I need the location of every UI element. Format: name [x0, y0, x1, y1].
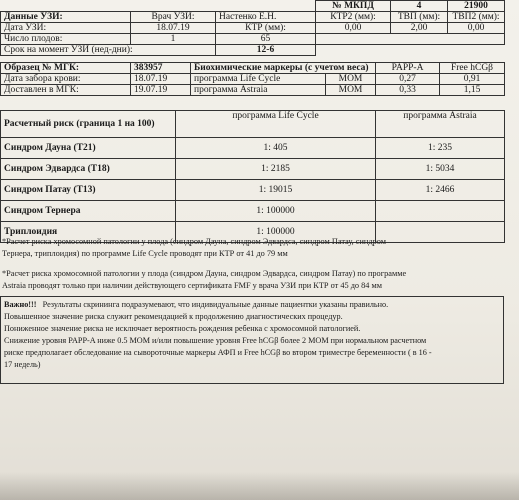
footnote-line: *Расчет риска хромосомной патологии у плода (синдром Дауна, синдром Эдвардса, синдром Патау) по программе: [2, 269, 407, 278]
lc-pappa-value: 0,27: [376, 74, 440, 85]
astraia-mom-label: MOM: [326, 85, 376, 96]
notice-line: [4, 299, 500, 311]
ktr2-label: КТР2 (мм):: [316, 12, 391, 23]
fetus-count: 1: [131, 34, 216, 45]
risk-lc-triploidy: 1: 100000: [176, 222, 376, 243]
sample-number-label: Образец № МГК:: [1, 63, 131, 74]
hcg-header: Free hCGβ: [440, 63, 505, 74]
notice-line: 17 недель): [4, 360, 41, 369]
risk-lc-t21: 1: 405: [176, 138, 376, 159]
tvp-value: 2,00: [391, 23, 448, 34]
gestation-term: 12-6: [216, 45, 316, 56]
important-label: Важно!!!: [4, 300, 37, 309]
fetus-count-label: Число плодов:: [1, 34, 131, 45]
risk-astraia-t21: 1: 235: [376, 138, 505, 159]
notice-line: Пониженное значение риска не исключает вероятность рождения ребенка с хромосомной патологией.: [4, 324, 361, 333]
risk-header-label: Расчетный риск (граница 1 на 100): [1, 111, 176, 138]
lifecycle-footnote: [2, 236, 502, 260]
table-row: [1, 180, 505, 201]
risk-lc-t18: 1: 2185: [176, 159, 376, 180]
risk-label-t21: Синдром Дауна (T21): [1, 138, 176, 159]
blood-date-label: Дата забора крови:: [1, 74, 131, 85]
tvp2-value: 0,00: [448, 23, 505, 34]
mkpd-value-4: 4: [391, 1, 448, 12]
risk-label-triploidy: Триплоидия: [1, 222, 176, 243]
important-notice-box: [0, 296, 504, 384]
risk-header-lifecycle: программа Life Cycle: [176, 111, 376, 138]
mkpd-label: № МКПД: [316, 1, 391, 12]
blood-date: 18.07.19: [131, 74, 191, 85]
tvp-label: ТВП (мм):: [391, 12, 448, 23]
table-row: [1, 201, 505, 222]
astraia-pappa-value: 0,33: [376, 85, 440, 96]
doctor-label: Врач УЗИ:: [131, 12, 216, 23]
risk-astraia-t18: 1: 5034: [376, 159, 505, 180]
risk-label-t18: Синдром Эдвардса (T18): [1, 159, 176, 180]
astraia-program-label: программа Astraia: [191, 85, 326, 96]
footnote-line: Тернера, триплоидия) по программе Life Cycle проводят при КТР от 41 до 79 мм: [2, 249, 288, 258]
table-row: [1, 159, 505, 180]
risk-lc-t13: 1: 19015: [176, 180, 376, 201]
lc-hcg-value: 0,91: [440, 74, 505, 85]
risk-table: [0, 110, 505, 243]
risk-label-turner: Синдром Тернера: [1, 201, 176, 222]
table-row: [1, 138, 505, 159]
ultrasound-date: 18.07.19: [131, 23, 216, 34]
lc-mom-label: MOM: [326, 74, 376, 85]
footnote-line: Astraia проводят только при наличии действующего сертификата FMF у врача УЗИ при КТР от 45 до 84 мм: [2, 281, 383, 290]
risk-label-t13: Синдром Патау (T13): [1, 180, 176, 201]
risk-astraia-turner: [376, 201, 505, 222]
ktr2-value: 0,00: [316, 23, 391, 34]
delivered-date: 19.07.19: [131, 85, 191, 96]
lc-program-label: программа Life Cycle: [191, 74, 326, 85]
notice-text: Результаты скрининга подразумевают, что индивидуальные данные пациентки указаны правильно.: [42, 300, 389, 309]
astraia-hcg-value: 1,15: [440, 85, 505, 96]
gestation-term-label: Срок на момент УЗИ (нед-дни):: [1, 45, 216, 56]
sample-number: 383957: [131, 63, 191, 74]
notice-line: Повышенное значение риска служит рекомендацией к продолжению диагностических процедур.: [4, 312, 343, 321]
pappa-header: PAPP-A: [376, 63, 440, 74]
risk-header-astraia: программа Astraia: [376, 111, 505, 138]
tvp2-label: ТВП2 (мм):: [448, 12, 505, 23]
doctor-name: Настенко Е.Н.: [216, 12, 316, 23]
footnote-line: *Расчет риска хромосомной патологии у плода (синдром Дауна, синдром Эдвардса, синдром Патау, синдром: [2, 237, 386, 246]
delivered-label: Доставлен в МГК:: [1, 85, 131, 96]
risk-lc-turner: 1: 100000: [176, 201, 376, 222]
notice-line: риске предполагает обследование на сывороточные маркеры АФП и Free hCGβ во втором триместре беременности ( в 16 -: [4, 348, 432, 357]
biochemical-markers-table: [0, 62, 505, 96]
ultrasound-date-label: Дата УЗИ:: [1, 23, 131, 34]
page-shadow: [0, 472, 519, 500]
markers-header: Биохимические маркеры (с учетом веса): [191, 63, 376, 74]
ultrasound-data-table: [0, 0, 505, 56]
mkpd-value-21900: 21900: [448, 1, 505, 12]
ultrasound-data-label: Данные УЗИ:: [1, 12, 131, 23]
risk-astraia-t13: 1: 2466: [376, 180, 505, 201]
astraia-footnote: [2, 268, 502, 292]
notice-line: Снижение уровня PAPP-A ниже 0.5 MOM и/или повышение уровня Free hCGβ более 2 MOM при нормальном расчетном: [4, 336, 427, 345]
ktr-label: КТР (мм):: [216, 23, 316, 34]
ktr-value: 65: [216, 34, 316, 45]
